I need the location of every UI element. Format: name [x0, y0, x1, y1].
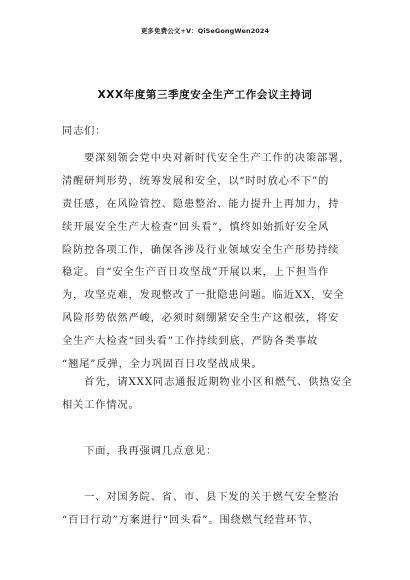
paragraph-line: 相关工作情况。	[62, 399, 140, 411]
document-title: XXX年度第三季度安全生产工作会议主持词	[97, 89, 313, 101]
paragraph-line: 下面，我再强调几点意见：	[62, 446, 218, 457]
paragraph-3	[62, 441, 352, 464]
paragraph-2	[62, 372, 352, 418]
paragraph-4	[62, 487, 352, 533]
paragraph-line: 清醒研判形势，统筹发展和安全，以“时时放心不下”的	[62, 175, 330, 187]
paragraph-line: 为，攻坚克难，发现整改了一批隐患问题。临近XX，安全	[62, 290, 345, 302]
salutation	[62, 121, 352, 144]
paragraph-line: 责任感，在风险管控、隐患整治、能力提升上再加力，持	[62, 198, 340, 210]
paragraph-line: “百日行动”方案进行“回头看”。围绕燃气经营环节、	[62, 514, 320, 526]
paragraph-1	[62, 148, 352, 377]
paragraph-line: 险防控各项工作，确保各涉及行业领域安全生产形势持续	[62, 244, 340, 256]
paragraph-line: 续开展安全生产大检查“回头看”，慎终如始抓好安全风	[62, 221, 330, 233]
paragraph-line: 稳定。自“安全生产百日攻坚战”开展以来，上下担当作	[62, 267, 330, 279]
watermark-header: 更多免费公文+V：QiSeGongWen2024	[140, 27, 270, 35]
salutation-line: 同志们：	[62, 126, 107, 137]
paragraph-line: 一、对国务院、省、市、县下发的关于燃气安全整治	[62, 492, 340, 503]
paragraph-line: 要深刻领会党中央对新时代安全生产工作的决策部署，	[62, 153, 351, 164]
paragraph-line: 首先，请XXX同志通报近期物业小区和燃气、供热安全	[62, 377, 353, 388]
paragraph-line: 全生产大检查“回头看”工作持续到底，严防各类事故	[62, 336, 319, 348]
paragraph-line: “翘尾”反弹，全力巩固百日攻坚战成果。	[62, 359, 263, 371]
paragraph-line: 风险形势依然严峻，必须时刻绷紧安全生产这根弦，将安	[62, 313, 340, 325]
